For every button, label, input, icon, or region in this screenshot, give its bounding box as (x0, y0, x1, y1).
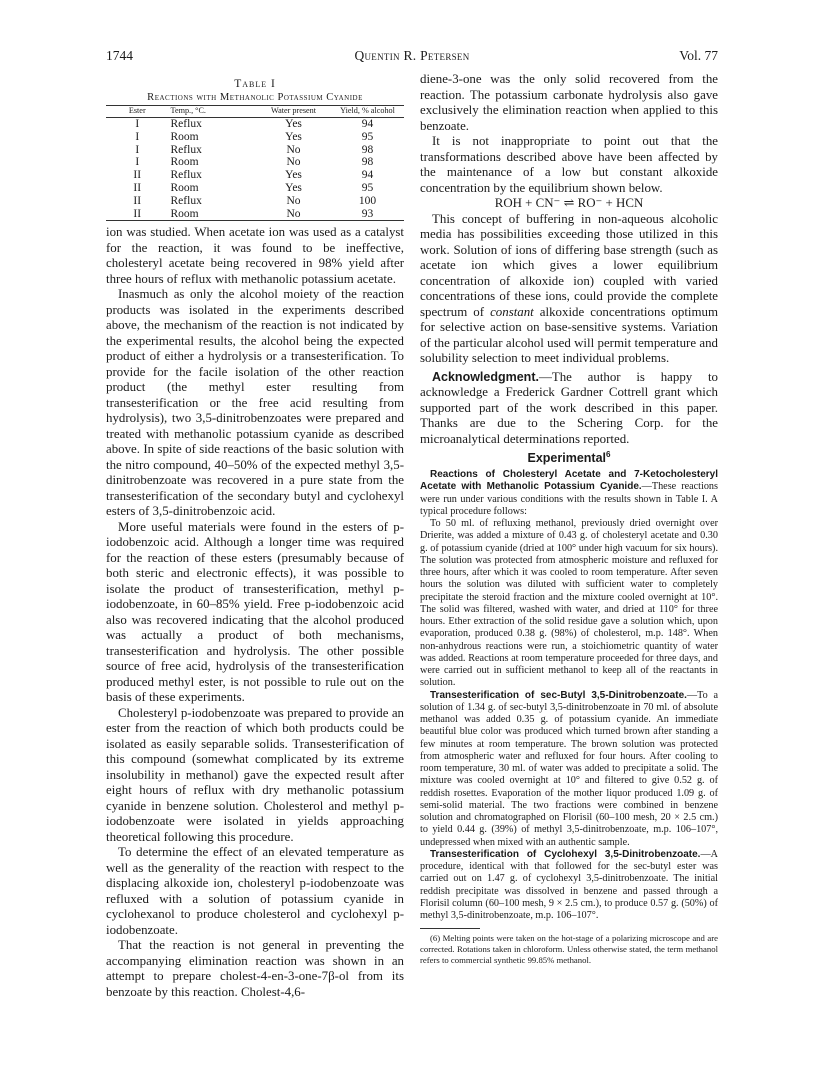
cell-water: No (286, 156, 301, 169)
cell-ester: I (135, 143, 140, 156)
experimental-footnote-ref: 6 (606, 449, 611, 459)
cell-water: Yes (285, 181, 302, 194)
col-header-yield: Yield, % alcohol (331, 106, 404, 118)
col-header-water: Water present (256, 106, 331, 118)
buffering-text-italic: constant (490, 304, 534, 319)
left-column (106, 72, 404, 1000)
results-table (106, 105, 404, 221)
cell-yield: 95 (361, 181, 374, 194)
table-caption: Reactions with Methanolic Potassium Cyanide (147, 92, 363, 103)
table-row (106, 195, 404, 208)
volume-label: Vol. 77 (679, 48, 718, 63)
experimental-heading-text: Experimental (527, 451, 606, 465)
footnote-6: (6) Melting points were taken on the hot-stage of a polarizing microscope and are corrected. Rotations taken in chloroform. Unless otherwise stated, the term methanol refers to commercial synthetic 99.85% methanol. (420, 933, 718, 966)
cell-ester: II (133, 194, 142, 207)
running-author: Quentin R. Petersen (354, 48, 470, 63)
cell-yield: 98 (361, 156, 374, 169)
footnote-rule (420, 928, 480, 929)
cell-water: Yes (285, 169, 302, 182)
cell-ester: II (106, 208, 169, 221)
cell-yield: 93 (331, 208, 404, 221)
cell-ester: II (133, 169, 142, 182)
left-paragraph-2: Inasmuch as only the alcohol moiety of the reaction products was isolated in the experiments described above, the mechanism of the reaction is not indicated by the experimental results, the alcohol being the expected product of either a hydrolysis or a transesterification. To provide for the facile isolation of the other reaction product (the methyl ester resulting from transesterification or the free acid resulting from hydrolysis), two 3,5-dinitrobenzoates were prepared and treated with methanolic potassium cyanide as described above. In spite of side reactions of the basic solution with the nitro compound, 40–50% of the expected methyl 3,5-dinitrobenzoate was recovered in a pure state from the transesterification of the secondary butyl and cyclohexyl esters of 3,5-dinitrobenzoic acid. (106, 287, 404, 519)
cell-ester: II (133, 181, 142, 194)
table-row (106, 156, 404, 169)
exp4-heading: Transesterification of Cyclohexyl 3,5-Dinitrobenzoate. (430, 848, 701, 860)
left-paragraph-6: That the reaction is not general in preventing the accompanying elimination reaction was shown in an attempt to prepare cholest-4-en-3-one-7β-ol from its benzoate by this reaction. Cholest-4,6- (106, 938, 404, 999)
table-row (106, 208, 404, 221)
cell-yield: 100 (358, 194, 377, 207)
page-number: 1744 (106, 48, 133, 63)
acknowledgment-paragraph (420, 370, 718, 448)
cell-yield: 94 (361, 169, 374, 182)
table-row (106, 118, 404, 131)
cell-temp: Room (170, 156, 199, 169)
cell-water: Yes (285, 118, 302, 130)
experimental-paragraph-3 (420, 690, 718, 849)
table-body (106, 118, 404, 221)
cell-ester: I (135, 130, 140, 143)
cell-yield: 94 (361, 118, 374, 130)
cell-temp: Reflux (170, 169, 202, 182)
acknowledgment-heading: Acknowledgment. (432, 369, 539, 384)
cell-yield: 98 (361, 143, 374, 156)
cell-yield: 95 (361, 130, 374, 143)
buffering-text-c: alkoxide concentrations optimum for selective action on base-sensitive systems. Variation of the particular alcohol used will permit temperature and solubility selection to meet individual problems. (420, 304, 718, 365)
table-row (106, 182, 404, 195)
exp1-text: —These reactions were run under various conditions with the results shown in Table I. A typical procedure follows: (420, 481, 718, 517)
cell-temp: Room (170, 181, 199, 194)
equilibrium-equation: ROH + CN⁻ ⇌ RO⁻ + HCN (494, 196, 644, 210)
cell-water: No (256, 208, 331, 221)
experimental-paragraph-2: To 50 ml. of refluxing methanol, previously dried overnight over Drierite, was added a mixture of 0.43 g. of cholesteryl acetate and 0.30 g. of potassium cyanide (dried at 100° under high vacuum for six hours). The solution was protected from atmospheric moisture and refluxed for three hours, after which it was cooled to room temperature. After seven hours the solution was diluted with sufficient water to completely precipitate the steroid fraction and the mixture cooled overnight at 10°. The solid was filtered, washed with water, and dried at 110° for three hours. Ether extraction of the solid residue gave a solution which, upon evaporation, produced 0.38 g. (98%) of cholesterol, m.p. 148°. When non-anhydrous reactions were run, a stoichiometric quantity of water was added. Reactions at room temperature proceeded for three days, and were carried out in sufficient methanol to keep all of the reactants in solution. (420, 518, 718, 689)
running-header (106, 48, 718, 66)
cell-temp: Reflux (170, 194, 202, 207)
cell-water: Yes (285, 130, 302, 143)
left-paragraph-4: Cholesteryl p-iodobenzoate was prepared to provide an ester from the reaction of which both products could be isolated as easily separable solids. Transesterification of this compound (somewhat complicated by its extreme insolubility in methanol) gave the expected result after eight hours of reflux with dry methanolic potassium cyanide in benzene solution. Cholesterol and methyl p-iodobenzoate were isolated in yields approaching theoretical following this procedure. (106, 705, 404, 844)
exp3-heading: Transesterification of sec-Butyl 3,5-Dinitrobenzoate. (430, 689, 687, 701)
acknowledgment-text: —The author is happy to acknowledge a Frederick Gardner Cottrell grant which supported part of the work described in this paper. Thanks are due to the Schering Corp. for the microanalytical determinations reported. (420, 369, 718, 446)
cell-temp: Reflux (170, 143, 202, 156)
col-header-ester: Ester (106, 106, 169, 118)
cell-water: No (286, 194, 301, 207)
cell-ester: I (135, 118, 140, 130)
left-paragraph-5: To determine the effect of an elevated temperature as well as the generality of the reaction with respect to the displacing alkoxide ion, cholesteryl p-iodobenzoate was refluxed with a solution of potassium cyanide in cyclohexanol to produce cholesterol and cyclohexyl p-iodobenzoate. (106, 845, 404, 937)
cell-temp: Reflux (170, 118, 202, 130)
col-header-temp: Temp., °C. (169, 106, 257, 118)
cell-water: No (286, 143, 301, 156)
exp1-heading: Reactions of Cholesteryl Acetate and 7-Ketocholesteryl Acetate with Methanolic Potassium Cyanide. (420, 469, 718, 493)
experimental-paragraph-1 (420, 469, 718, 518)
cell-ester: I (135, 156, 140, 169)
left-paragraph-1: ion was studied. When acetate ion was used as a catalyst for the reaction, it was found to be ineffective, cholesteryl acetate being recovered in 98% yield after three hours of reflux with methanolic potassium acetate. (106, 225, 404, 286)
table-title: Table I (234, 78, 276, 90)
right-column (420, 72, 718, 966)
right-paragraph-3 (420, 212, 718, 367)
experimental-paragraph-4 (420, 849, 718, 923)
cell-temp: Room (169, 208, 257, 221)
buffering-text-a: This concept of buffering in non-aqueous alcoholic media has possibilities exceeding those utilized in this work. Solution of ions of differing base strength (such as acetate ion which gives a lower equilibrium concentration of alkoxide ion) coupled with varied concentrations of these ions, could provide the complete spectrum of (420, 211, 718, 319)
cell-temp: Room (170, 130, 199, 143)
table-row (106, 131, 404, 144)
right-paragraph-1: diene-3-one was the only solid recovered from the reaction. The potassium carbonate hydrolysis also gave exclusively the elimination reaction when applied to this benzoate. (420, 72, 718, 133)
exp3-text: —To a solution of 1.34 g. of sec-butyl 3,5-dinitrobenzoate in 70 ml. of absolute methanol was added 0.35 g. of potassium cyanide. An immediate beautiful blue color was produced which turned brown after standing a few minutes at room temperature. The brown solution was protected from atmospheric water and refluxed for four hours. After cooling to room temperature, 30 ml. of water was added to precipitate a solid. The mixture was cooled overnight at 10° and filtered to give 0.52 g. of reddish rosettes. Evaporation of the mother liquor produced 1.09 g. of semi-solid material. The two fractions were combined in benzene solution and chromatographed on Florisil (60–100 mesh, 20 × 2.5 cm.) to yield 0.44 g. (39%) of methyl 3,5-dinitrobenzoate, m.p. 106–107°, undepressed when mixed with an authentic sample. (420, 689, 718, 848)
left-paragraph-3: More useful materials were found in the esters of p-iodobenzoic acid. Although a longer time was required for the reaction of these esters (presumably because of both steric and electronic effects), it was possible to isolate the product of transesterification, methyl p-iodobenzoate, in 60–85% yield. Free p-iodobenzoic acid also was recovered indicating that the alcohol produced was actually a product of both mechanisms, transesterification and hydrolysis. The other possible source of free acid, hydrolysis of the transesterification produced methyl ester, is not possible to rule out on the basis of these experiments. (106, 519, 404, 705)
table-row (106, 169, 404, 182)
right-paragraph-2: It is not inappropriate to point out that the transformations described above have been affected by the maintenance of a low but constant alkoxide concentration by the equilibrium shown below. (420, 134, 718, 195)
exp4-text: —A procedure, identical with that followed for the sec-butyl ester was carried out on 1.47 g. of cyclohexyl 3,5-dinitrobenzoate. The initial reddish precipitate was dissolved in benzene and passed through a Florisil column (60–100 mesh, 9 × 2.5 cm.), to produce 0.57 g. (50%) of methyl 3,5-dinitrobenzoate, m.p. 106–107°. (420, 848, 718, 921)
experimental-heading (420, 451, 718, 466)
table-row (106, 144, 404, 157)
